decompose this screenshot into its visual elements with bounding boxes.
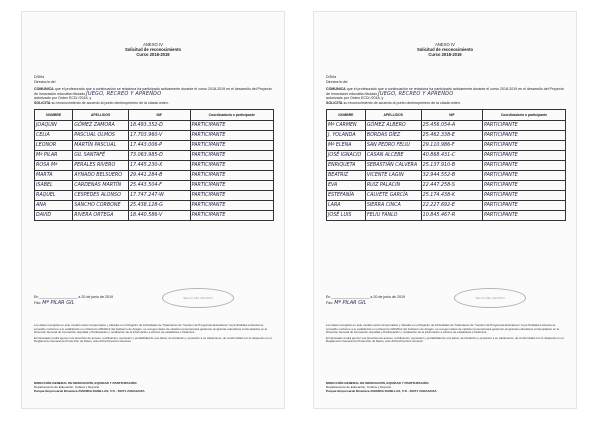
comunica-label: COMUNICA: [34, 87, 54, 92]
office-address: [326, 382, 437, 393]
table-row: [327, 141, 566, 151]
school-stamp: SELLO DEL CENTRO: [162, 288, 234, 308]
comunica-text: que el profesorado que a continuación se relaciona ha participado activamente durante el curso 2018-2019 en el desarrollo del Proyecto de innovación educativo titulado: [34, 87, 272, 96]
cell-nif: 18.440.586-V: [128, 211, 190, 221]
cell-nombre: J. YOLANDA: [327, 131, 366, 141]
cell-role: PARTICIPANTE: [190, 211, 273, 221]
cell-nombre: EVA: [327, 181, 366, 191]
cell-role: PARTICIPANTE: [482, 181, 565, 191]
table-body: [327, 121, 566, 221]
cell-nif: 25.456.054-A: [421, 121, 482, 131]
cell-nombre: JOSÉ IGNACIO: [327, 151, 366, 161]
cell-nombre: ROSA Mª: [35, 161, 73, 171]
comunica-paragraph: [34, 87, 274, 96]
cell-apellidos: PERALES RIVERO: [73, 161, 129, 171]
table-row: [35, 121, 274, 131]
cell-role: PARTICIPANTE: [482, 131, 565, 141]
cell-nombre: LARA: [327, 201, 366, 211]
table-header-row: [327, 110, 566, 121]
col-header-nif: NIF: [421, 110, 482, 121]
col-header-nif: NIF: [128, 110, 190, 121]
legal-notice: [34, 324, 274, 346]
course-label: Curso 2018-2019: [428, 52, 462, 58]
table-row: [35, 201, 274, 211]
col-header-role: Coordinador/a o participante: [482, 110, 565, 121]
solicita-label: SOLICITA: [326, 100, 343, 105]
table-row: [327, 151, 566, 161]
cell-nif: 25.462.338-E: [421, 131, 482, 141]
signatory-name: Mª PILAR GIL: [334, 300, 367, 306]
order-text: autorizado por Orden ECD/ /2018, y: [34, 96, 92, 101]
address-line: Parque Empresarial Dinamiza AVENIDA RANILLAS, 5 D - 50071 ZARAGOZA: [34, 388, 145, 393]
table-row: [35, 141, 274, 151]
cell-apellidos: SEBASTIÁN CALVERA: [365, 161, 421, 171]
cell-nombre: JOAQUIN: [35, 121, 73, 131]
cell-nif: 17.445.230-X: [128, 161, 190, 171]
project-title: JUEGO, RECREO Y APRENDO: [378, 90, 454, 97]
signature-block: [326, 294, 566, 306]
cell-role: PARTICIPANTE: [482, 201, 565, 211]
form-header: [314, 42, 576, 58]
office-address: [34, 382, 145, 393]
col-header-apellidos: APELLIDOS: [73, 110, 129, 121]
cell-nif: 25.443.504-F: [128, 181, 190, 191]
table-row: [35, 171, 274, 181]
comunica-label: COMUNICA: [326, 87, 346, 92]
cell-nombre: ENRIQUETA: [327, 161, 366, 171]
school-stamp: SELLO DEL CENTRO: [454, 288, 526, 308]
cell-apellidos: CASAN ALCEBE: [365, 151, 421, 161]
cell-apellidos: CESPEDES ALONSO: [73, 191, 129, 201]
cell-apellidos: CARDENAS MARTÍN: [73, 181, 129, 191]
cell-nombre: JOSÉ LUIS: [327, 211, 366, 221]
cell-nombre: Mª CARMEN: [327, 121, 366, 131]
cell-nif: 25.137.910-B: [421, 161, 482, 171]
table-row: [327, 181, 566, 191]
cell-role: PARTICIPANTE: [482, 151, 565, 161]
cell-role: PARTICIPANTE: [482, 171, 565, 181]
legal-notice: [326, 324, 566, 346]
cell-role: PARTICIPANTE: [482, 191, 565, 201]
cell-nombre: MARTA: [35, 171, 73, 181]
cell-nif: 25.438.128-G: [128, 201, 190, 211]
address-line: Departamento de Educación, Cultura y Deporte: [34, 384, 100, 389]
col-header-role: Coordinador/a o participante: [190, 110, 273, 121]
address-line: DIRECCIÓN GENERAL DE INNOVACIÓN, EQUIDAD Y PARTICIPACIÓN: [34, 381, 137, 385]
cell-role: PARTICIPANTE: [482, 141, 565, 151]
solicita-label: SOLICITA: [34, 100, 51, 105]
cell-nif: 10.845.467-R: [421, 211, 482, 221]
cell-nif: 29.441.284-B: [128, 171, 190, 181]
form-body: [326, 75, 566, 106]
form-title: Solicitud de reconocimiento: [416, 47, 474, 53]
cell-nombre: Mª ELENA: [327, 141, 366, 151]
cell-role: PARTICIPANTE: [190, 161, 273, 171]
cell-role: PARTICIPANTE: [190, 191, 273, 201]
cell-apellidos: PASCUAL OLMOS: [73, 131, 129, 141]
signature-block: [34, 294, 274, 306]
table-row: [35, 131, 274, 141]
cell-apellidos: RIVERA ORTEGA: [73, 211, 129, 221]
cell-nif: 73.063.985-D: [128, 151, 190, 161]
cell-nombre: BEATRIZ: [327, 171, 366, 181]
cell-role: PARTICIPANTE: [190, 131, 273, 141]
table-header-row: [35, 110, 274, 121]
table-row: [327, 211, 566, 221]
table-row: [327, 121, 566, 131]
cell-role: PARTICIPANTE: [190, 151, 273, 161]
participants-table: [34, 109, 274, 221]
cell-apellidos: SIERRA CINCA: [365, 201, 421, 211]
solicita-paragraph: [34, 101, 274, 106]
form-page-right: [314, 12, 576, 408]
address-line: Departamento de Educación, Cultura y Deporte: [326, 384, 392, 389]
address-line: DIRECCIÓN GENERAL DE INNOVACIÓN, EQUIDAD Y PARTICIPACIÓN: [326, 381, 429, 385]
col-header-apellidos: APELLIDOS: [365, 110, 421, 121]
cell-nif: 29.110.986-F: [421, 141, 482, 151]
comunica-text: que el profesorado que a continuación se relaciona ha participado activamente durante el curso 2018-2019 en el desarrollo del Proyecto de innovación educativo titulado: [326, 87, 564, 96]
annex-label: ANEXO IV: [143, 42, 163, 47]
cell-apellidos: RUIZ PALACIN: [365, 181, 421, 191]
table-row: [327, 161, 566, 171]
cell-apellidos: GIL SANTAFÉ: [73, 151, 129, 161]
address-line: Parque Empresarial Dinamiza AVENIDA RANILLAS, 5 D - 50071 ZARAGOZA: [326, 388, 437, 393]
cell-nombre: CELIA: [35, 131, 73, 141]
cell-apellidos: AYNADO BELSUERO: [73, 171, 129, 181]
recipient-name: D/Dña: [326, 75, 337, 79]
form-header: [22, 42, 284, 58]
legal-paragraph: El interesado podrá ejercer sus derechos de acceso, rectificación, supresión y portabilidad de sus datos, de limitación y oposición a su tratamiento, de conformidad con lo dispuesto en el Reglamento General de Protección de Datos, ante dicha Dirección General.: [34, 335, 272, 344]
cell-role: PARTICIPANTE: [190, 121, 273, 131]
table-row: [327, 191, 566, 201]
legal-paragraph: Los datos recogidos en este modelo serán incorporados y tratados en el Registro de Actividades de Tratamiento de "Gestión de Programas Educativos" cuya finalidad exclusiva se sometido conforme a lo establecido en el Decreto 220/2012 del Gobierno de Aragón, se recogen datos de carácter personal para gestionar programas educativos contemplados en la Dirección General de Innovación, Equidad y Participación y recabación de la información a efectos de estadística e históricos.: [34, 323, 268, 335]
cell-nif: 22.447.258-S: [421, 181, 482, 191]
cell-apellidos: BORDAS DÍEZ: [365, 131, 421, 141]
course-label: Curso 2018-2019: [136, 52, 170, 58]
table-row: [327, 131, 566, 141]
recipient-name: D/Dña: [34, 75, 45, 79]
cell-role: PARTICIPANTE: [482, 121, 565, 131]
legal-paragraph: El interesado podrá ejercer sus derechos de acceso, rectificación, supresión y portabilidad de sus datos, de limitación y oposición a su tratamiento, de conformidad con lo dispuesto en el Reglamento General de Protección de Datos, ante dicha Dirección General.: [326, 335, 564, 344]
cell-role: PARTICIPANTE: [190, 141, 273, 151]
recipient-role: Director/a del: [34, 79, 56, 84]
cell-nif: 25.174.438-K: [421, 191, 482, 201]
cell-nombre: ESTEFANÍA: [327, 191, 366, 201]
table-row: [35, 161, 274, 171]
solicita-paragraph: [326, 101, 566, 106]
comunica-paragraph: [326, 87, 566, 96]
col-header-nombre: NOMBRE: [327, 110, 366, 121]
annex-label: ANEXO IV: [435, 42, 455, 47]
solicita-text: su reconocimiento de acuerdo al punto decimoprimero de la citada orden.: [343, 100, 461, 105]
cell-apellidos: GÓMEZ ALBERO: [365, 121, 421, 131]
solicita-text: su reconocimiento de acuerdo al punto decimoprimero de la citada orden.: [51, 100, 169, 105]
cell-apellidos: GÓMEZ ZAMORA: [73, 121, 129, 131]
cell-nif: 17.703.960-V: [128, 131, 190, 141]
cell-nombre: RAQUEL: [35, 191, 73, 201]
cell-nombre: ANA: [35, 201, 73, 211]
form-body: [34, 75, 274, 106]
legal-paragraph: Los datos recogidos en este modelo serán incorporados y tratados en el Registro de Actividades de Tratamiento de "Gestión de Programas Educativos" cuya finalidad exclusiva se sometido conforme a lo establecido en el Decreto 220/2012 del Gobierno de Aragón, se recogen datos de carácter personal para gestionar programas educativos contemplados en la Dirección General de Innovación, Equidad y Participación y recabación de la información a efectos de estadística e históricos.: [326, 323, 560, 335]
cell-role: PARTICIPANTE: [482, 161, 565, 171]
form-page-left: [22, 12, 284, 408]
cell-nombre: LEONOR: [35, 141, 73, 151]
signature-line: Fdo: Mª PILAR GIL: [34, 300, 75, 306]
cell-apellidos: MARTÍN PASCUAL: [73, 141, 129, 151]
cell-nombre: DAVID: [35, 211, 73, 221]
table-row: [327, 201, 566, 211]
participants-table: [326, 109, 566, 221]
cell-nif: 32.944.552-B: [421, 171, 482, 181]
table-row: [327, 171, 566, 181]
cell-role: PARTICIPANTE: [190, 171, 273, 181]
table-row: [35, 191, 274, 201]
table-row: [35, 151, 274, 161]
signature-date: En ___________________ a 20 de junio de 2019: [34, 295, 113, 299]
cell-nif: 40.868.431-C: [421, 151, 482, 161]
cell-nif: 17.443.006-P: [128, 141, 190, 151]
form-title: Solicitud de reconocimiento: [124, 47, 182, 53]
cell-nombre: Mª PILAR: [35, 151, 73, 161]
table-row: [35, 211, 274, 221]
signature-line: Fdo: Mª PILAR GIL: [326, 300, 367, 306]
project-title: JUEGO, RECREO Y APRENDO: [86, 90, 162, 97]
cell-nombre: ISABEL: [35, 181, 73, 191]
table-row: [35, 181, 274, 191]
cell-apellidos: CALVETE GARCÍA: [365, 191, 421, 201]
cell-role: PARTICIPANTE: [190, 201, 273, 211]
recipient-role: Director/a del: [326, 79, 348, 84]
signature-date: En ___________________ a 20 de junio de 2019: [326, 295, 405, 299]
cell-apellidos: VICENTE LAGIN: [365, 171, 421, 181]
cell-role: PARTICIPANTE: [190, 181, 273, 191]
cell-apellidos: FELIU FANLO: [365, 211, 421, 221]
col-header-nombre: NOMBRE: [35, 110, 73, 121]
cell-nif: 17.747.247-W: [128, 191, 190, 201]
cell-apellidos: SAN PEDRO FELIU: [365, 141, 421, 151]
cell-apellidos: SANCHO CORBONE: [73, 201, 129, 211]
order-text: autorizado por Orden ECD/ /2018, y: [326, 96, 384, 101]
cell-nif: 22.227.692-E: [421, 201, 482, 211]
signatory-name: Mª PILAR GIL: [42, 300, 75, 306]
cell-role: PARTICIPANTE: [482, 211, 565, 221]
table-body: [35, 121, 274, 221]
cell-nif: 18.493.352-D: [128, 121, 190, 131]
